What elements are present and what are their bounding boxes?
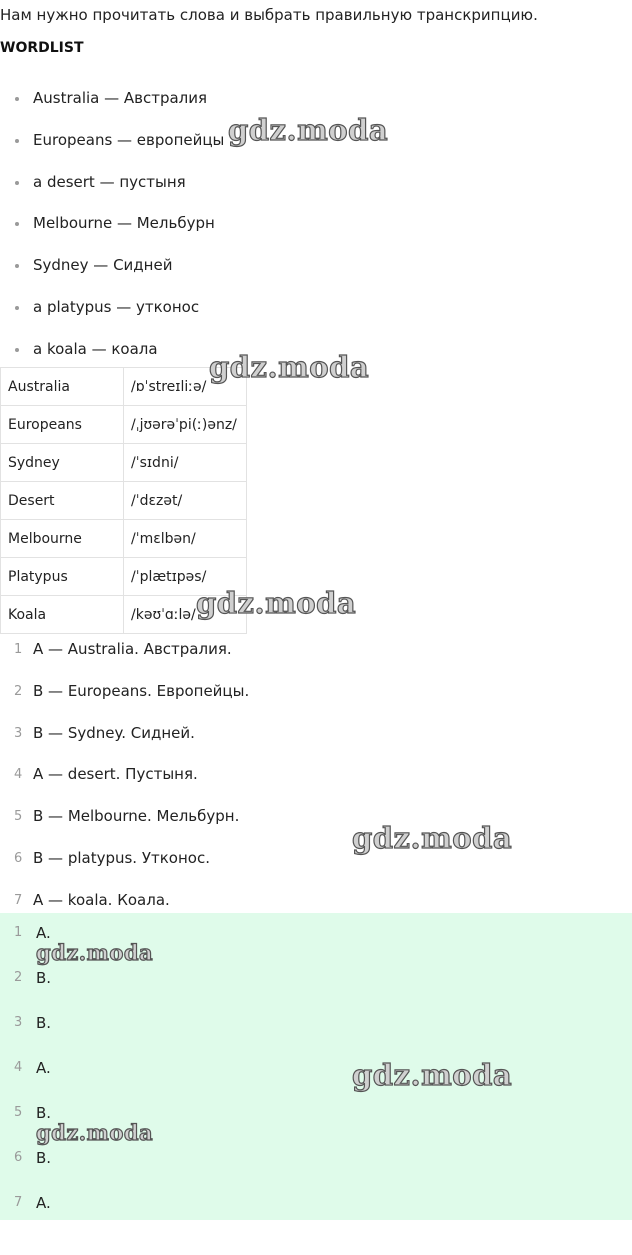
bullet-icon — [15, 306, 19, 310]
list-item — [0, 120, 224, 162]
answer-item — [0, 629, 632, 671]
word-cell: Platypus — [1, 558, 124, 596]
answer-text: B — platypus. Утконос. — [33, 848, 210, 867]
answer-text: B — Europeans. Европейцы. — [33, 681, 250, 700]
short-answer-number: 5 — [14, 1105, 23, 1120]
answer-item — [0, 754, 632, 796]
list-item-text: Melbourne — Мельбурн — [33, 214, 215, 233]
answer-text: B — Melbourne. Мельбурн. — [33, 807, 240, 826]
answer-item — [0, 796, 632, 838]
watermark: gdz.moda — [36, 1120, 154, 1145]
short-answer-number: 3 — [14, 1015, 23, 1030]
word-cell: Australia — [1, 368, 124, 406]
answer-text: A — koala. Коала. — [33, 890, 170, 909]
answer-number: 1 — [14, 642, 23, 657]
intro-text: Нам нужно прочитать слова и выбрать правильную транскрипцию. — [0, 6, 538, 24]
word-cell: Melbourne — [1, 520, 124, 558]
bullet-icon — [15, 264, 19, 268]
wordlist-heading: WORDLIST — [0, 40, 84, 56]
short-answer-text: B. — [36, 969, 52, 987]
bullet-icon — [15, 97, 19, 101]
short-answer-number: 1 — [14, 925, 23, 940]
answer-number: 6 — [14, 850, 23, 866]
bullet-icon — [15, 181, 19, 185]
list-item-text: Sydney — Сидней — [33, 256, 173, 275]
answer-number: 3 — [14, 725, 23, 741]
list-item-text: Europeans — европейцы — [33, 130, 225, 149]
bullet-icon — [15, 222, 19, 226]
short-answer-number: 6 — [14, 1150, 23, 1165]
list-item-text: a platypus — утконос — [33, 297, 200, 316]
answer-text: A — desert. Пустыня. — [33, 765, 198, 784]
answer-item — [0, 671, 632, 713]
short-answer-number: 4 — [14, 1060, 23, 1075]
list-item — [0, 287, 224, 329]
transcription-cell: /ˈdɛzət/ — [124, 482, 247, 520]
table-row — [1, 406, 247, 444]
short-answer-text: B. — [36, 1104, 52, 1122]
transcription-cell: /ˌjʊərəˈpi(ː)ənz/ — [124, 406, 247, 444]
short-answer-text: A. — [36, 1059, 51, 1077]
list-item-text: a koala — коала — [33, 339, 158, 358]
transcription-cell: /kəʊˈɑːlə/ — [124, 596, 247, 634]
transcription-cell: /ˈplætɪpəs/ — [124, 558, 247, 596]
short-answer-number: 7 — [14, 1195, 23, 1210]
answer-number: 7 — [14, 892, 23, 908]
bullet-icon — [15, 348, 19, 352]
answer-number: 4 — [14, 767, 23, 783]
wordlist — [0, 78, 224, 371]
list-item-text: a desert — пустыня — [33, 172, 186, 191]
answer-number: 5 — [14, 809, 23, 825]
transcription-cell: /ˈmɛlbən/ — [124, 520, 247, 558]
short-answer-text: B. — [36, 1014, 52, 1032]
word-cell: Sydney — [1, 444, 124, 482]
answer-text: B — Sydney. Сидней. — [33, 723, 195, 742]
table-row — [1, 444, 247, 482]
list-item — [0, 78, 224, 120]
answer-item — [0, 838, 632, 880]
word-cell: Europeans — [1, 406, 124, 444]
answer-list — [0, 629, 632, 922]
word-cell: Koala — [1, 596, 124, 634]
transcription-cell: /ɒˈstreɪliːə/ — [124, 368, 247, 406]
answer-item — [0, 713, 632, 755]
list-item-text: Australia — Австралия — [33, 89, 208, 107]
list-item — [0, 329, 224, 371]
table-row — [1, 520, 247, 558]
short-answer-text: A. — [36, 924, 51, 942]
list-item — [0, 203, 224, 245]
short-answer-text: B. — [36, 1149, 52, 1167]
watermark: gdz.moda — [209, 350, 370, 384]
answer-number: 2 — [14, 683, 23, 699]
short-answer-text: A. — [36, 1194, 51, 1212]
answer-text: A — Australia. Австралия. — [33, 640, 232, 658]
watermark: gdz.moda — [36, 940, 154, 965]
bullet-icon — [15, 139, 19, 143]
watermark: gdz.moda — [196, 586, 357, 620]
list-item — [0, 245, 224, 287]
watermark: gdz.moda — [352, 1058, 513, 1092]
short-answer-item — [0, 1183, 632, 1228]
short-answer-number: 2 — [14, 970, 23, 985]
watermark: gdz.moda — [228, 113, 389, 147]
short-answer-item — [0, 1003, 632, 1048]
list-item — [0, 162, 224, 204]
word-cell: Desert — [1, 482, 124, 520]
transcription-cell: /ˈsɪdni/ — [124, 444, 247, 482]
table-row — [1, 482, 247, 520]
short-answer-item — [0, 1048, 632, 1093]
watermark: gdz.moda — [352, 821, 513, 855]
